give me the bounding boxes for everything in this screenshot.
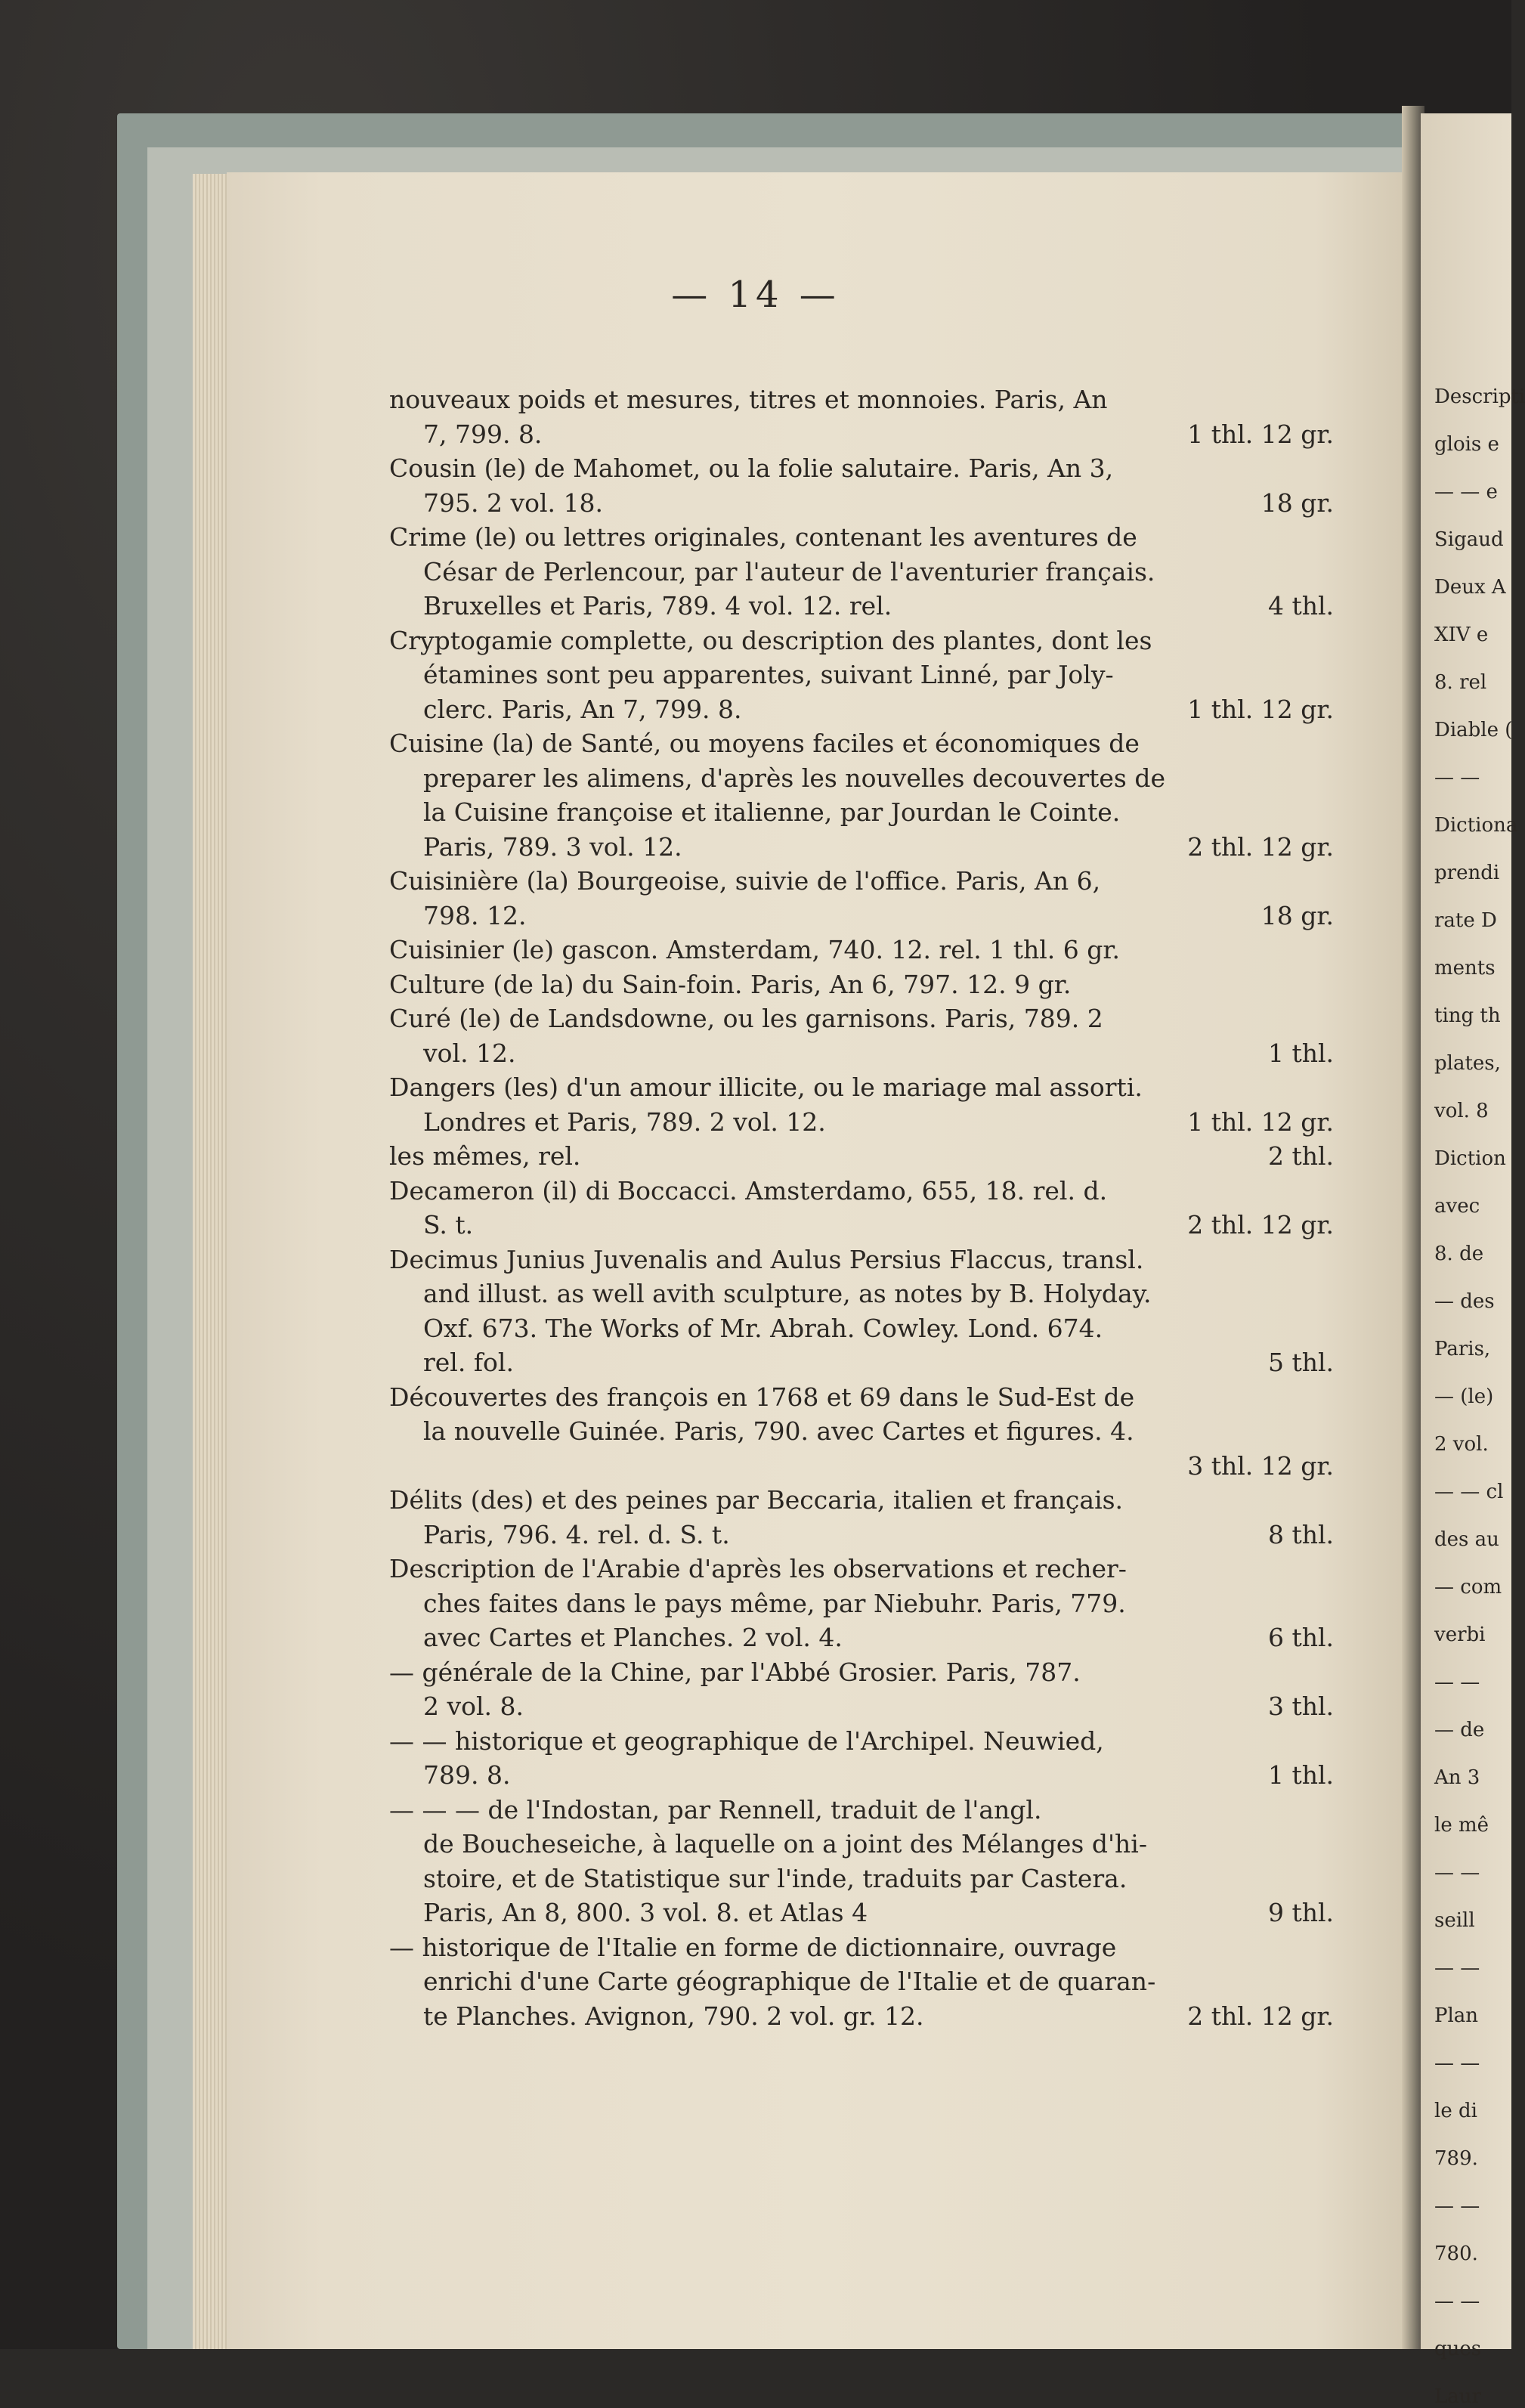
text-line: Cryptogamie complette, ou description des plantes, dont les	[389, 625, 1152, 655]
text-line: — générale de la Chine, par l'Abbé Grosier. Paris, 787.	[389, 1657, 1081, 1687]
price-label: 18 gr.	[1261, 900, 1334, 930]
right-page-line: — —	[1434, 2052, 1480, 2075]
text-line: Délits (des) et des peines par Beccaria, italien et français.	[389, 1485, 1124, 1515]
right-page-line: verbi	[1434, 1623, 1486, 1646]
price-label: 9 thl.	[1267, 1898, 1334, 1927]
text-line: Oxf. 673. The Works of Mr. Abrah. Cowley. Lond. 674.	[423, 1313, 1103, 1343]
right-page-line: le di	[1434, 2100, 1477, 2122]
text-line: César de Perlencour, par l'auteur de l'aventurier français.	[423, 556, 1155, 587]
price-label: 3 thl. 12 gr.	[1187, 1450, 1334, 1481]
text-line: Cuisinier (le) gascon. Amsterdam, 740. 12. rel. 1 thl. 6 gr.	[389, 935, 1121, 964]
right-page-line: ments	[1434, 957, 1496, 980]
right-page-line: — (le)	[1434, 1385, 1494, 1408]
right-page-line: 780.	[1434, 2242, 1478, 2265]
text-line: Dangers (les) d'un amour illicite, ou le mariage mal assorti.	[389, 1072, 1143, 1102]
text-line: te Planches. Avignon, 790. 2 vol. gr. 12.	[423, 2001, 924, 2031]
text-line: enrichi d'une Carte géographique de l'Italie et de quaran-	[423, 1967, 1156, 1996]
text-line: preparer les alimens, d'après les nouvelles decouvertes de	[423, 763, 1165, 793]
text-line: Londres et Paris, 789. 2 vol. 12.	[423, 1107, 826, 1137]
text-line: 789. 8.	[423, 1760, 511, 1790]
text-line: Culture (de la) du Sain-foin. Paris, An 6, 797. 12. 9 gr.	[389, 969, 1072, 999]
text-line: vol. 12.	[423, 1038, 516, 1068]
text-line: la Cuisine françoise et italienne, par Jourdan le Cointe.	[423, 797, 1121, 827]
right-page-line: ting th	[1434, 1004, 1501, 1027]
right-page-line: ques	[1434, 2338, 1482, 2360]
price-label: 2 thl. 12 gr.	[1187, 2001, 1334, 2031]
right-page-line: — de	[1434, 1719, 1485, 1741]
right-page-line: Descripti	[1434, 385, 1525, 408]
right-page-line: 789.	[1434, 2147, 1478, 2170]
text-line: clerc. Paris, An 7, 799. 8.	[423, 694, 742, 724]
price-label: 4 thl.	[1267, 591, 1334, 621]
right-page-line: An 3	[1434, 1766, 1480, 1789]
right-page-line: — — cl	[1434, 1481, 1504, 1503]
text-line: Bruxelles et Paris, 789. 4 vol. 12. rel.	[423, 591, 892, 621]
text-line: 798. 12.	[423, 900, 527, 930]
price-label: 2 thl.	[1267, 1141, 1334, 1171]
text-line: Paris, 789. 3 vol. 12.	[423, 831, 682, 862]
price-label: 1 thl.	[1267, 1760, 1334, 1790]
price-label: 2 thl. 12 gr.	[1187, 1210, 1334, 1240]
price-label: 1 thl. 12 gr.	[1187, 694, 1334, 724]
text-line: S. t.	[423, 1210, 474, 1240]
price-label: 1 thl. 12 gr.	[1187, 1107, 1334, 1137]
text-line: Description de l'Arabie d'après les observations et recher-	[389, 1554, 1127, 1583]
text-line: rel. fol.	[423, 1348, 514, 1377]
right-page-line: avec	[1434, 1195, 1480, 1218]
price-label: 1 thl. 12 gr.	[1187, 419, 1334, 449]
right-page-line: seill	[1434, 1909, 1475, 1932]
text-line: Paris, 796. 4. rel. d. S. t.	[423, 1519, 730, 1549]
right-page-line: plates,	[1434, 1052, 1501, 1075]
text-line: Cuisine (la) de Santé, ou moyens faciles et économiques de	[389, 729, 1140, 758]
text-line: étamines sont peu apparentes, suivant Linné, par Joly-	[423, 660, 1114, 689]
right-page-line: 2 vol.	[1434, 1433, 1489, 1456]
text-line: Crime (le) ou lettres originales, contenant les aventures de	[389, 522, 1137, 552]
text-line: Découvertes des françois en 1768 et 69 dans le Sud-Est de	[389, 1382, 1135, 1412]
right-page-line: 8. de	[1434, 1243, 1484, 1265]
text-line: Decimus Junius Juvenalis and Aulus Persius Flaccus, transl.	[389, 1244, 1144, 1274]
text-line: and illust. as well avith sculpture, as notes by B. Holyday.	[423, 1279, 1152, 1308]
page-number-header: — 14 —	[671, 274, 840, 316]
text-line: — historique de l'Italie en forme de dictionnaire, ouvrage	[389, 1932, 1117, 1962]
right-page-line: — —	[1434, 766, 1480, 789]
text-line: — — historique et geographique de l'Archipel. Neuwied,	[389, 1726, 1104, 1756]
right-page-line: — des	[1434, 1290, 1495, 1313]
text-line: stoire, et de Statistique sur l'inde, traduits par Castera.	[423, 1863, 1128, 1893]
text-line: Cousin (le) de Mahomet, ou la folie salutaire. Paris, An 3,	[389, 453, 1114, 483]
right-page-line: — —	[1434, 1671, 1480, 1694]
text-line: 2 vol. 8.	[423, 1691, 524, 1721]
text-line: avec Cartes et Planches. 2 vol. 4.	[423, 1623, 843, 1652]
right-page-line: Laur	[1434, 2385, 1481, 2408]
right-page-line: Plan	[1434, 2004, 1479, 2027]
text-line: Paris, An 8, 800. 3 vol. 8. et Atlas 4	[423, 1898, 868, 1927]
right-page-line: Sigaud	[1434, 528, 1504, 551]
right-page-line: — —	[1434, 1862, 1480, 1884]
text-line: Curé (le) de Landsdowne, ou les garnisons. Paris, 789. 2	[389, 1004, 1103, 1033]
right-page-line: — —	[1434, 2195, 1480, 2218]
text-line: les mêmes, rel.	[389, 1141, 581, 1171]
right-page-line: Paris,	[1434, 1338, 1491, 1360]
price-label: 2 thl. 12 gr.	[1187, 831, 1334, 862]
text-line: Decameron (il) di Boccacci. Amsterdamo, 655, 18. rel. d.	[389, 1175, 1108, 1206]
right-page-line: rate D	[1434, 909, 1497, 932]
price-label: 18 gr.	[1261, 487, 1334, 518]
price-label: 1 thl.	[1267, 1038, 1334, 1068]
right-page	[1421, 113, 1525, 2408]
right-page-line: vol. 8	[1434, 1100, 1489, 1122]
price-label: 5 thl.	[1267, 1348, 1334, 1377]
text-line: nouveaux poids et mesures, titres et monnoies. Paris, An	[389, 385, 1108, 414]
text-line: — — — de l'Indostan, par Rennell, traduit de l'angl.	[389, 1794, 1042, 1825]
right-page-line: 8. rel	[1434, 671, 1487, 694]
price-label: 8 thl.	[1267, 1519, 1334, 1549]
price-label: 3 thl.	[1267, 1691, 1334, 1721]
right-page-line: le mê	[1434, 1814, 1489, 1837]
text-line: Cuisinière (la) Bourgeoise, suivie de l'office. Paris, An 6,	[389, 866, 1101, 896]
right-page-line: — —	[1434, 1957, 1480, 1979]
right-page-line: Diable (	[1434, 719, 1513, 741]
text-line: 7, 799. 8.	[423, 419, 543, 449]
right-page-line: Deux A	[1434, 576, 1506, 599]
text-line: 795. 2 vol. 18.	[423, 487, 603, 518]
right-page-line: XIV e	[1434, 624, 1489, 646]
text-line: de Boucheseiche, à laquelle on a joint des Mélanges d'hi-	[423, 1829, 1148, 1859]
text-line: la nouvelle Guinée. Paris, 790. avec Cartes et figures. 4.	[423, 1416, 1134, 1446]
price-label: 6 thl.	[1267, 1623, 1334, 1652]
right-page-line: glois e	[1434, 433, 1499, 456]
right-page-line: — —	[1434, 2290, 1480, 2313]
right-page-line: — com	[1434, 1576, 1502, 1599]
right-page-line: prendi	[1434, 862, 1500, 884]
right-page-line: — — e	[1434, 481, 1498, 503]
right-page-line: Dictiona	[1434, 814, 1518, 837]
right-page-line: des au	[1434, 1528, 1499, 1551]
text-line: ches faites dans le pays même, par Niebuhr. Paris, 779.	[423, 1588, 1126, 1618]
right-page-line: Diction	[1434, 1147, 1506, 1170]
